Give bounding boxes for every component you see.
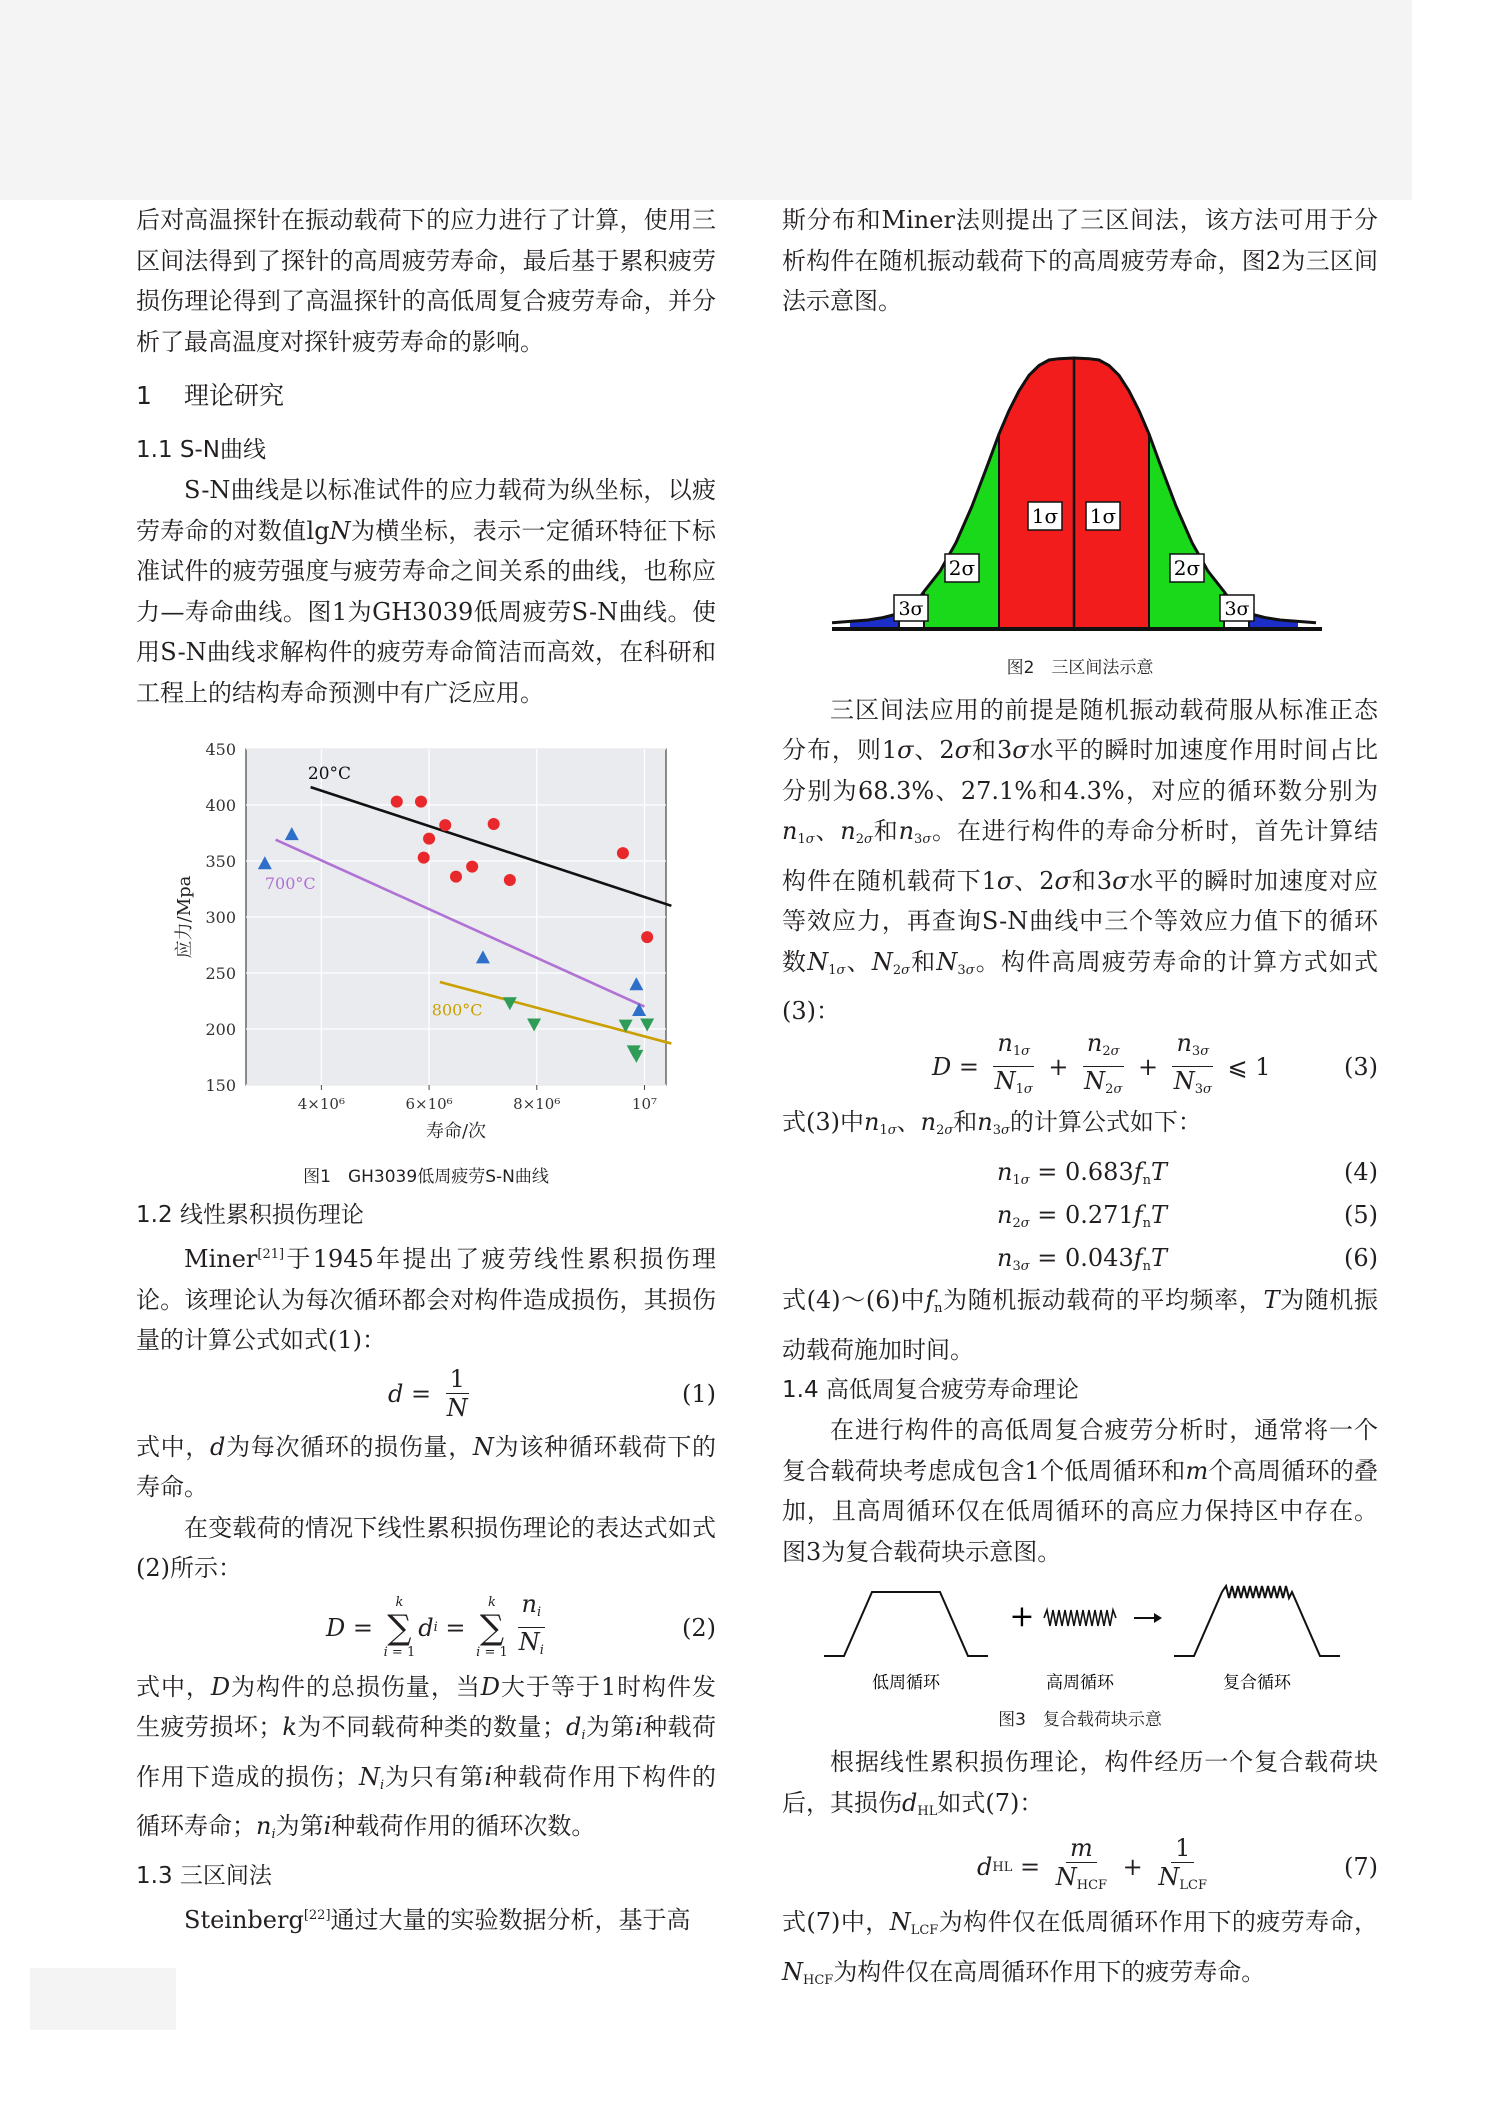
- paragraph-eq2-desc: 式中，D为构件的总损伤量，当D大于等于1时构件发生疲劳损坏；k为不同载荷种类的数量；$d_i$为第i种载荷作用下造成的损伤；$N_i$为只有第i种载荷作用下构件的循环寿命；$n_i$为第i种载荷作用的循环次数。: [136, 1672, 717, 1842]
- data-point: [488, 818, 500, 830]
- equation-1-number: (1): [682, 1379, 716, 1408]
- data-point: [504, 874, 516, 886]
- label-3sigma-left: 3σ: [898, 597, 924, 620]
- y-tick-label: 450: [205, 740, 236, 759]
- intro-paragraph: 后对高温探针在振动载荷下的应力进行了计算，使用三区间法得到了探针的高周疲劳寿命，最后基于累积疲劳损伤理论得到了高温探针的高低周复合疲劳寿命，并分析了最高温度对探针疲劳寿命的影响。: [136, 206, 716, 356]
- combined-cycle-waveform: [1174, 1586, 1340, 1656]
- paragraph-steinberg: Steinberg[22]通过大量的实验数据分析，基于高: [184, 1905, 691, 1934]
- equation-3: D = $\frac{n_{1\sigma}}{N_{1\sigma}}$ + $\frac{n_{2\sigma}}{N_{2\sigma}}$ + $\frac{n_{3\sigma}}{N_{3\sigma}}$ ⩽ 1 (3): [782, 1032, 1378, 1102]
- paragraph-variable-load: 在变载荷的情况下线性累积损伤理论的表达式如式(2)所示：: [136, 1513, 716, 1582]
- paragraph-normal-distribution: 三区间法应用的前提是随机振动载荷服从标准正态分布，则1σ、2σ和3σ水平的瞬时加速度作用时间占比分别为68.3%、27.1%和4.3%，对应的循环数分别为$n_{1\sigma}$、$n_{2\sigma}$和$n_{3\sigma}$。在进行构件的寿命分析时，首先计算结构件在随机载荷下1σ、2σ和3σ水平的瞬时加速度对应等效应力，再查询S-N曲线中三个等效应力值下的循环数$N_{1\sigma}$、$N_{2\sigma}$和$N_{3\sigma}$。构件高周疲劳寿命的计算方式如式(3)：: [782, 695, 1379, 1025]
- paragraph-sn-curve: S-N曲线是以标准试件的应力载荷为纵坐标，以疲劳寿命的对数值lgN为横坐标，表示一定循环特征下标准试件的疲劳强度与疲劳寿命之间关系的曲线，也称应力—寿命曲线。图1为GH3039低周疲劳S-N曲线。使用S-N曲线求解构件的疲劳寿命简洁而高效，在科研和工程上的结构寿命预测中有广泛应用。: [136, 476, 716, 707]
- equation-1: d = $\frac{1}{N}$ (1): [136, 1361, 716, 1427]
- data-point: [418, 852, 430, 864]
- series-label-20c: 20°C: [307, 764, 352, 785]
- equation-6-number: (6): [1344, 1244, 1378, 1272]
- x-tick-label: 8×10⁶: [513, 1095, 561, 1113]
- three-interval-diagram: [782, 330, 1378, 646]
- figure-1: [136, 739, 716, 1169]
- section-title: 理论研究: [184, 381, 285, 410]
- y-tick-label: 200: [205, 1020, 236, 1039]
- combined-load-block-diagram: [782, 1584, 1378, 1694]
- low-cycle-waveform: [824, 1592, 988, 1656]
- figure-3: [782, 1584, 1378, 1694]
- high-cycle-waveform: [1044, 1610, 1116, 1626]
- equation-4: $n_{1\sigma} = 0.683f_nT$ (4): [782, 1151, 1378, 1194]
- equation-5-number: (5): [1344, 1201, 1378, 1229]
- paragraph-combined-fatigue: 在进行构件的高低周复合疲劳分析时，通常将一个复合载荷块考虑成包含1个低周循环和m个高周循环的叠加，且高周循环仅在低周循环的高应力保持区中存在。图3为复合载荷块示意图。: [782, 1416, 1379, 1566]
- y-tick-label: 150: [205, 1076, 236, 1095]
- y-tick-label: 400: [205, 796, 236, 815]
- arrow-head-icon: [1154, 1613, 1162, 1623]
- label-high-cycle: 高周循环: [1046, 1673, 1114, 1693]
- paragraph-eq4-6-desc: 式(4)～(6)中$f_n$为随机振动载荷的平均频率，T为随机振动载荷施加时间。: [782, 1286, 1379, 1364]
- plus-icon: +: [1009, 1599, 1035, 1634]
- series-label-700c: 700°C: [264, 874, 316, 893]
- equation-2-number: (2): [682, 1613, 716, 1642]
- x-tick-label: 4×10⁶: [297, 1095, 345, 1113]
- y-tick-label: 300: [205, 908, 236, 927]
- data-point: [415, 796, 427, 808]
- label-2sigma-left: 2σ: [948, 555, 976, 580]
- label-1sigma-left: 1σ: [1031, 503, 1059, 528]
- equation-6: $n_{3\sigma} = 0.043f_nT$ (6): [782, 1237, 1378, 1280]
- equation-3-number: (3): [1344, 1052, 1378, 1081]
- label-3sigma-right: 3σ: [1224, 597, 1250, 620]
- figure-3-caption: 图3 复合载荷块示意: [998, 1710, 1162, 1730]
- left-column: [136, 200, 716, 1940]
- equation-5: $n_{2\sigma} = 0.271f_nT$ (5): [782, 1194, 1378, 1237]
- equation-4-number: (4): [1344, 1158, 1378, 1186]
- paragraph-eq7-desc: 式(7)中，$N_{LCF}$为构件仅在低周循环作用下的疲劳寿命，$N_{HCF}$为构件仅在高周循环作用下的疲劳寿命。: [782, 1908, 1379, 1988]
- paragraph-combined-damage: 根据线性累积损伤理论，构件经历一个复合载荷块后，其损伤$d_{HL}$如式(7)：: [782, 1748, 1378, 1819]
- heading-1-1: 1.1 S-N曲线: [136, 437, 266, 463]
- x-axis-title: 寿命/次: [425, 1121, 487, 1142]
- heading-1-4: 1.4 高低周复合疲劳寿命理论: [782, 1377, 1079, 1403]
- series-label-800c: 800°C: [431, 1000, 483, 1020]
- label-combined-cycle: 复合循环: [1223, 1673, 1291, 1693]
- paragraph-eq1-desc: 式中，d为每次循环的损伤量，N为该种循环载荷下的寿命。: [136, 1432, 717, 1501]
- y-axis-title: 应力/Mpa: [174, 875, 195, 959]
- heading-1-3: 1.3 三区间法: [136, 1862, 272, 1889]
- heading-1-2: 1.2 线性累积损伤理论: [136, 1202, 364, 1228]
- data-point: [641, 931, 653, 943]
- label-low-cycle: 低周循环: [872, 1673, 940, 1693]
- sn-curve-chart: [136, 739, 716, 1149]
- equation-7-number: (7): [1344, 1853, 1378, 1881]
- data-point: [450, 871, 462, 883]
- data-point: [391, 796, 403, 808]
- equation-2: D = k ∑ i = 1 d i = k ∑ i = 1 $\frac{n_i}{N_i}$ (2): [136, 1589, 716, 1667]
- paragraph-three-interval: 斯分布和Miner法则提出了三区间法，该方法可用于分析构件在随机振动载荷下的高周疲劳寿命，图2为三区间法示意图。: [782, 206, 1378, 315]
- data-point: [423, 833, 435, 845]
- equation-7: d HL = $\frac{m}{N_{HCF}}$ + $\frac{1}{N_{LCF}}$ (7): [782, 1832, 1378, 1902]
- figure-2: [782, 330, 1378, 646]
- data-point: [466, 861, 478, 873]
- paragraph-miner: Miner[21]于1945年提出了疲劳线性累积损伤理论。该理论认为每次循环都会对构件造成损伤，其损伤量的计算公式如式(1)：: [136, 1245, 716, 1354]
- data-point: [617, 847, 629, 859]
- data-point: [439, 819, 451, 831]
- label-2sigma-right: 2σ: [1173, 555, 1201, 580]
- section-number: 1: [136, 381, 152, 410]
- page-number-area: [30, 1968, 176, 2030]
- label-1sigma-right: 1σ: [1089, 503, 1117, 528]
- section-heading-1: [136, 376, 716, 416]
- x-tick-label: 6×10⁶: [405, 1095, 453, 1113]
- right-column: [782, 200, 1378, 2001]
- paragraph-eq3-desc: 式(3)中$n_{1\sigma}$、$n_{2\sigma}$和$n_{3\sigma}$的计算公式如下：: [782, 1107, 1202, 1138]
- header-band: [0, 0, 1412, 200]
- figure-2-caption: 图2 三区间法示意: [1006, 657, 1154, 678]
- x-tick-label: 10⁷: [631, 1095, 658, 1113]
- y-tick-label: 350: [205, 852, 236, 871]
- figure-1-caption: 图1 GH3039低周疲劳S-N曲线: [303, 1167, 549, 1187]
- y-tick-label: 250: [205, 964, 236, 983]
